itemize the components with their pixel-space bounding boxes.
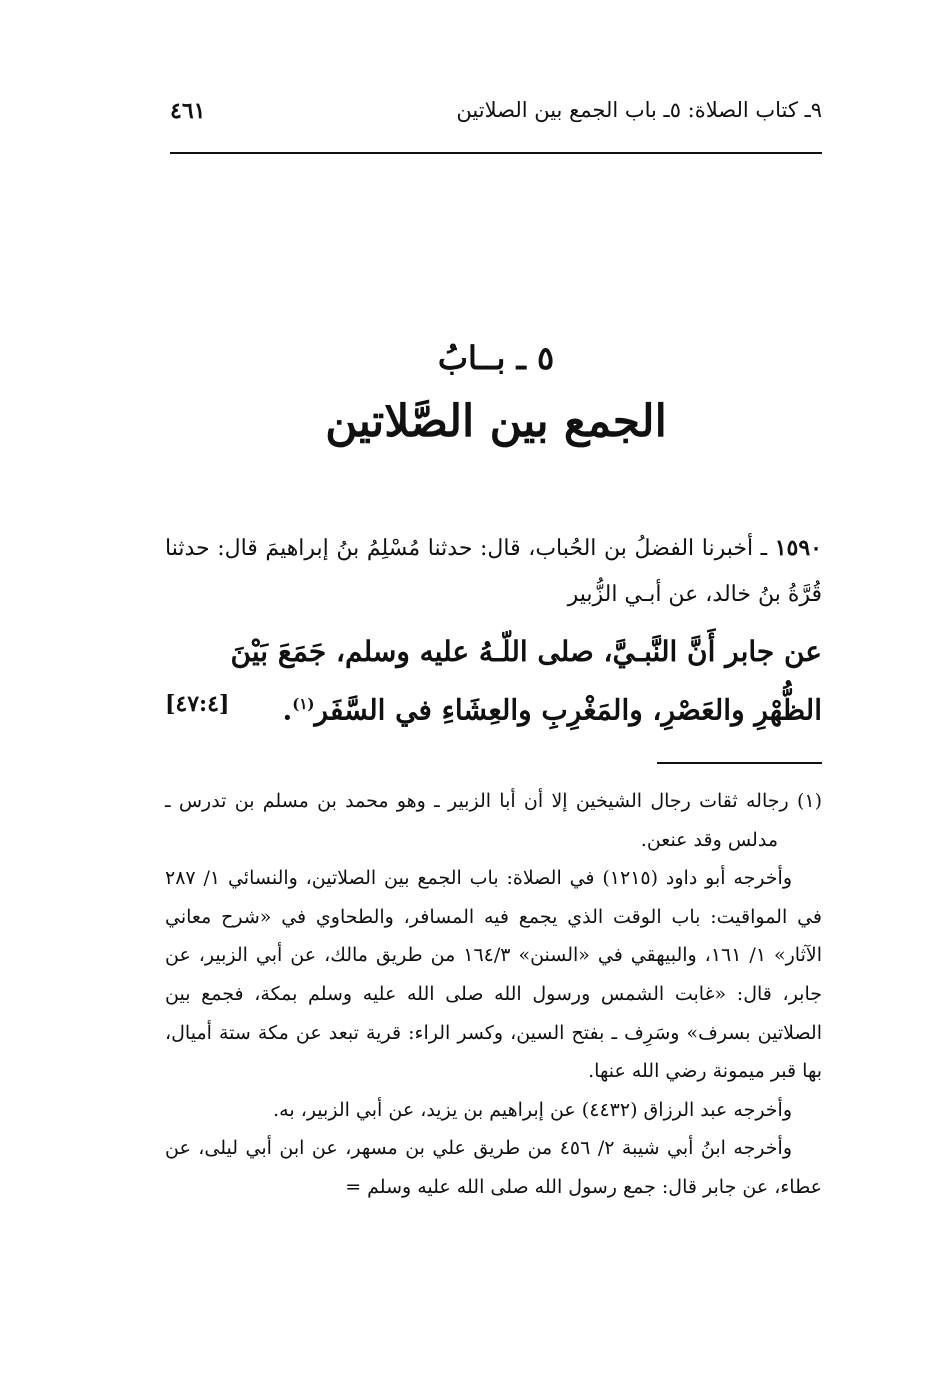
chapter-label: ٥ ـ بــابُ [437, 339, 555, 377]
footnote-paragraph: وأخرجه عبد الرزاق (٤٤٣٢) عن إبراهيم بن يزيد، عن أبي الزبير، به. [273, 1098, 792, 1121]
footnote-paragraph: وأخرجه أبو داود (١٢١٥) في الصلاة: باب الجمع بين الصلاتين، والنسائي ١/ ٢٨٧ في المواقيت: باب الوقت الذي يجمع فيه المسافر، والطحاوي في «شرح معاني الآثار» ١/ ١٦١، والبيهقي في «السنن» ١٦٤/٣ من طريق مالك، عن أبي الزبير، عن جابر، قال: «غابت الشمس ورسول الله صلى الله عليه وسلم بمكة، فجمع بين الصلاتين بسرف» وسَرِف ـ بفتح السين، وكسر الراء: قرية تبعد عن مكة ستة أميال، بها قبر ميمونة رضي الله عنها. [165, 867, 822, 1083]
footnotes [165, 782, 822, 1207]
running-header [170, 98, 822, 138]
chapter-title: الجمع بين الصَّلاتين [325, 396, 667, 447]
footnote-1-text: رجاله ثقات رجال الشيخين إلا أن أبا الزبير ـ وهو محمد بن مسلم بن تدرس ـ مدلس وقد عنعن. [165, 790, 789, 851]
hadith-reference: [٤٧:٤] [165, 691, 230, 717]
isnad-text: ـ أخبرنا الفضلُ بن الحُباب، قال: حدثنا مُسْلِمُ بنُ إبراهيمَ قال: حدثنا قُرَّةُ بنُ خالد، عن أبـي الزُّبير [165, 536, 822, 607]
matn-line-1: عن جابر أَنَّ النَّبـيَّ، صلى اللّـهُ عليه وسلم، جَمَعَ بَيْنَ [230, 635, 822, 668]
footnote-divider [657, 762, 822, 764]
matn-end-mark: . [282, 693, 293, 727]
hadith-isnad [165, 525, 822, 618]
matn-line-2 [165, 678, 822, 736]
header-title: ٩ـ كتاب الصلاة: ٥ـ باب الجمع بين الصلاتين [456, 98, 822, 122]
footnote-marker: (١) [292, 695, 315, 713]
matn-line-2-text: الظُّهْرِ والعَصْرِ، والمَغْرِبِ والعِشَاءِ في السَّفَر [314, 693, 822, 727]
header-divider [170, 152, 822, 154]
hadith-block [165, 525, 822, 736]
footnote-1-number: (١) [796, 790, 822, 812]
footnote-paragraph: وأخرجه ابنُ أبي شيبة ٢/ ٤٥٦ من طريق علي بن مسهر، عن ابن أبي ليلى، عن عطاء، عن جابر قال: جمع رسول الله صلى الله عليه وسلم = [165, 1137, 822, 1198]
hadith-matn [165, 626, 822, 736]
hadith-number: ١٥٩٠ [774, 535, 822, 561]
chapter-heading [170, 335, 822, 457]
page-number: ٤٦١ [170, 98, 206, 124]
footnote-1 [165, 782, 822, 859]
